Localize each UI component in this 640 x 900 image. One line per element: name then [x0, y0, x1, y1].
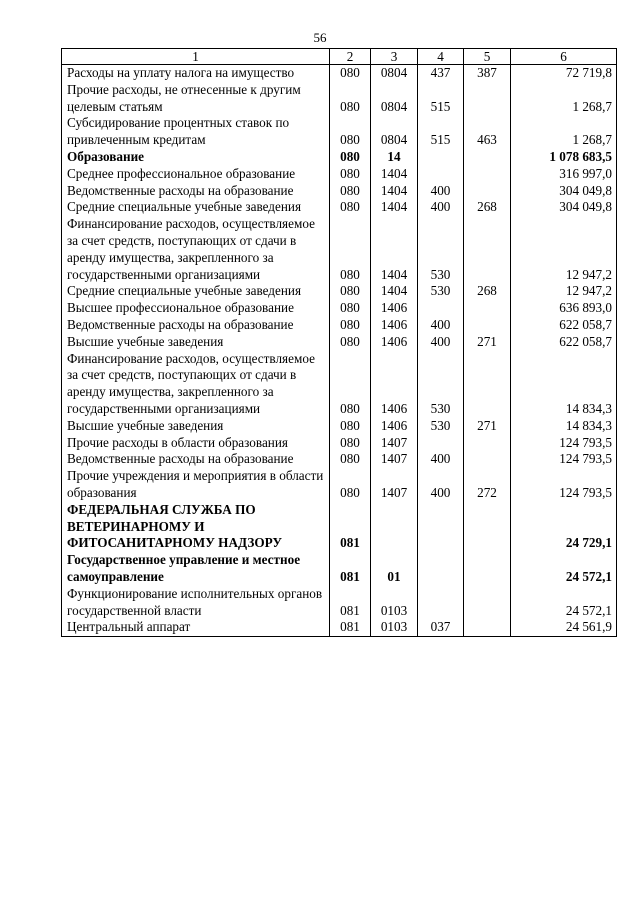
table-row — [62, 351, 617, 418]
row-chapter-cell: 081 — [330, 552, 371, 586]
row-type-cell: 387 — [464, 65, 511, 82]
row-amount-cell: 304 049,8 — [511, 199, 617, 216]
row-name-cell: Высшие учебные заведения — [62, 334, 330, 351]
table-row — [62, 451, 617, 468]
row-target-cell: 400 — [418, 317, 464, 334]
row-section-cell: 1406 — [371, 418, 418, 435]
row-section-cell: 0804 — [371, 65, 418, 82]
row-name-cell: Ведомственные расходы на образование — [62, 317, 330, 334]
row-section-cell: 1406 — [371, 351, 418, 418]
header-cell: 4 — [418, 49, 464, 65]
row-type-cell: 463 — [464, 115, 511, 149]
row-amount-cell: 24 561,9 — [511, 619, 617, 636]
row-section-cell: 14 — [371, 149, 418, 166]
row-type-cell: 268 — [464, 199, 511, 216]
row-chapter-cell: 080 — [330, 149, 371, 166]
row-chapter-cell: 080 — [330, 199, 371, 216]
row-chapter-cell: 080 — [330, 451, 371, 468]
row-chapter-cell: 080 — [330, 418, 371, 435]
row-amount-cell: 622 058,7 — [511, 334, 617, 351]
row-type-cell — [464, 451, 511, 468]
row-section-cell: 1406 — [371, 334, 418, 351]
row-amount-cell: 14 834,3 — [511, 351, 617, 418]
table-row — [62, 283, 617, 300]
row-name-cell: Высшее профессиональное образование — [62, 300, 330, 317]
header-cell: 2 — [330, 49, 371, 65]
header-cell: 5 — [464, 49, 511, 65]
row-name-cell: Расходы на уплату налога на имущество — [62, 65, 330, 82]
row-name-cell: Финансирование расходов, осуществляемое за счет средств, поступающих от сдачи в аренду имущества, закрепленного за государственными организациями — [62, 216, 330, 283]
row-section-cell: 1406 — [371, 300, 418, 317]
row-type-cell: 271 — [464, 334, 511, 351]
row-chapter-cell: 080 — [330, 334, 371, 351]
row-type-cell — [464, 619, 511, 636]
table-row — [62, 82, 617, 116]
table-row — [62, 435, 617, 452]
row-section-cell: 1407 — [371, 435, 418, 452]
row-chapter-cell: 081 — [330, 586, 371, 620]
table-row — [62, 468, 617, 502]
budget-table — [61, 48, 617, 637]
page-number: 56 — [313, 30, 327, 45]
row-target-cell: 530 — [418, 216, 464, 283]
row-name-cell: ФЕДЕРАЛЬНАЯ СЛУЖБА ПО ВЕТЕРИНАРНОМУ И ФИТОСАНИТАРНОМУ НАДЗОРУ — [62, 502, 330, 552]
row-amount-cell: 304 049,8 — [511, 183, 617, 200]
row-section-cell: 1404 — [371, 216, 418, 283]
header-cell: 6 — [511, 49, 617, 65]
row-name-cell: Финансирование расходов, осуществляемое за счет средств, поступающих от сдачи в аренду имущества, закрепленного за государственными организациями — [62, 351, 330, 418]
row-section-cell: 1404 — [371, 183, 418, 200]
header-cell: 1 — [62, 49, 330, 65]
table-row — [62, 317, 617, 334]
row-chapter-cell: 080 — [330, 468, 371, 502]
row-amount-cell: 24 572,1 — [511, 552, 617, 586]
row-amount-cell: 24 572,1 — [511, 586, 617, 620]
row-target-cell — [418, 435, 464, 452]
row-type-cell — [464, 435, 511, 452]
row-section-cell: 0103 — [371, 619, 418, 636]
row-section-cell: 01 — [371, 552, 418, 586]
row-type-cell — [464, 183, 511, 200]
row-target-cell: 515 — [418, 82, 464, 116]
row-chapter-cell: 080 — [330, 183, 371, 200]
row-section-cell — [371, 502, 418, 552]
row-type-cell: 272 — [464, 468, 511, 502]
row-name-cell: Среднее профессиональное образование — [62, 166, 330, 183]
row-name-cell: Средние специальные учебные заведения — [62, 283, 330, 300]
row-amount-cell: 636 893,0 — [511, 300, 617, 317]
row-target-cell: 400 — [418, 199, 464, 216]
row-name-cell: Прочие учреждения и мероприятия в области образования — [62, 468, 330, 502]
row-type-cell — [464, 317, 511, 334]
row-target-cell: 515 — [418, 115, 464, 149]
row-name-cell: Государственное управление и местное самоуправление — [62, 552, 330, 586]
row-amount-cell: 124 793,5 — [511, 468, 617, 502]
row-chapter-cell: 080 — [330, 216, 371, 283]
row-name-cell: Ведомственные расходы на образование — [62, 183, 330, 200]
row-type-cell: 268 — [464, 283, 511, 300]
row-chapter-cell: 080 — [330, 82, 371, 116]
table-row — [62, 199, 617, 216]
row-chapter-cell: 080 — [330, 115, 371, 149]
row-name-cell: Высшие учебные заведения — [62, 418, 330, 435]
row-section-cell: 1407 — [371, 468, 418, 502]
row-section-cell: 0804 — [371, 115, 418, 149]
row-type-cell — [464, 552, 511, 586]
row-chapter-cell: 080 — [330, 300, 371, 317]
row-amount-cell: 1 268,7 — [511, 82, 617, 116]
row-target-cell — [418, 552, 464, 586]
table-body — [62, 65, 617, 637]
table-row — [62, 502, 617, 552]
row-target-cell: 400 — [418, 468, 464, 502]
row-target-cell: 530 — [418, 351, 464, 418]
row-section-cell: 1404 — [371, 166, 418, 183]
row-type-cell — [464, 216, 511, 283]
row-target-cell — [418, 300, 464, 317]
row-target-cell — [418, 586, 464, 620]
row-name-cell: Центральный аппарат — [62, 619, 330, 636]
row-chapter-cell: 080 — [330, 317, 371, 334]
row-type-cell — [464, 351, 511, 418]
row-type-cell — [464, 586, 511, 620]
row-target-cell: 437 — [418, 65, 464, 82]
row-name-cell: Прочие расходы, не отнесенные к другим целевым статьям — [62, 82, 330, 116]
row-type-cell — [464, 149, 511, 166]
row-section-cell: 1404 — [371, 199, 418, 216]
row-name-cell: Функционирование исполнительных органов государственной власти — [62, 586, 330, 620]
table-row — [62, 216, 617, 283]
row-target-cell — [418, 166, 464, 183]
row-target-cell — [418, 149, 464, 166]
row-amount-cell: 1 078 683,5 — [511, 149, 617, 166]
row-section-cell: 1404 — [371, 283, 418, 300]
row-amount-cell: 316 997,0 — [511, 166, 617, 183]
row-target-cell: 037 — [418, 619, 464, 636]
row-amount-cell: 622 058,7 — [511, 317, 617, 334]
row-amount-cell: 12 947,2 — [511, 283, 617, 300]
row-section-cell: 1406 — [371, 317, 418, 334]
table-row — [62, 552, 617, 586]
header-cell: 3 — [371, 49, 418, 65]
table-row — [62, 418, 617, 435]
table-row — [62, 586, 617, 620]
row-name-cell: Субсидирование процентных ставок по привлеченным кредитам — [62, 115, 330, 149]
row-target-cell: 530 — [418, 418, 464, 435]
row-chapter-cell: 081 — [330, 619, 371, 636]
row-section-cell: 0804 — [371, 82, 418, 116]
row-amount-cell: 1 268,7 — [511, 115, 617, 149]
row-amount-cell: 14 834,3 — [511, 418, 617, 435]
row-type-cell — [464, 300, 511, 317]
row-name-cell: Ведомственные расходы на образование — [62, 451, 330, 468]
row-name-cell: Образование — [62, 149, 330, 166]
row-chapter-cell: 080 — [330, 283, 371, 300]
table-row — [62, 183, 617, 200]
row-chapter-cell: 080 — [330, 166, 371, 183]
table-row — [62, 334, 617, 351]
header-row — [62, 49, 617, 65]
row-chapter-cell: 081 — [330, 502, 371, 552]
table-row — [62, 619, 617, 636]
row-chapter-cell: 080 — [330, 435, 371, 452]
row-amount-cell: 12 947,2 — [511, 216, 617, 283]
row-amount-cell: 24 729,1 — [511, 502, 617, 552]
row-target-cell: 530 — [418, 283, 464, 300]
row-name-cell: Средние специальные учебные заведения — [62, 199, 330, 216]
row-amount-cell: 124 793,5 — [511, 435, 617, 452]
table-row — [62, 149, 617, 166]
table-row — [62, 115, 617, 149]
row-type-cell: 271 — [464, 418, 511, 435]
row-target-cell — [418, 502, 464, 552]
row-amount-cell: 124 793,5 — [511, 451, 617, 468]
row-target-cell: 400 — [418, 451, 464, 468]
row-section-cell: 0103 — [371, 586, 418, 620]
row-chapter-cell: 080 — [330, 351, 371, 418]
row-type-cell — [464, 166, 511, 183]
row-target-cell: 400 — [418, 334, 464, 351]
row-target-cell: 400 — [418, 183, 464, 200]
row-section-cell: 1407 — [371, 451, 418, 468]
table-row — [62, 166, 617, 183]
row-name-cell: Прочие расходы в области образования — [62, 435, 330, 452]
row-type-cell — [464, 502, 511, 552]
row-amount-cell: 72 719,8 — [511, 65, 617, 82]
table-row — [62, 300, 617, 317]
table-row — [62, 65, 617, 82]
row-chapter-cell: 080 — [330, 65, 371, 82]
row-type-cell — [464, 82, 511, 116]
